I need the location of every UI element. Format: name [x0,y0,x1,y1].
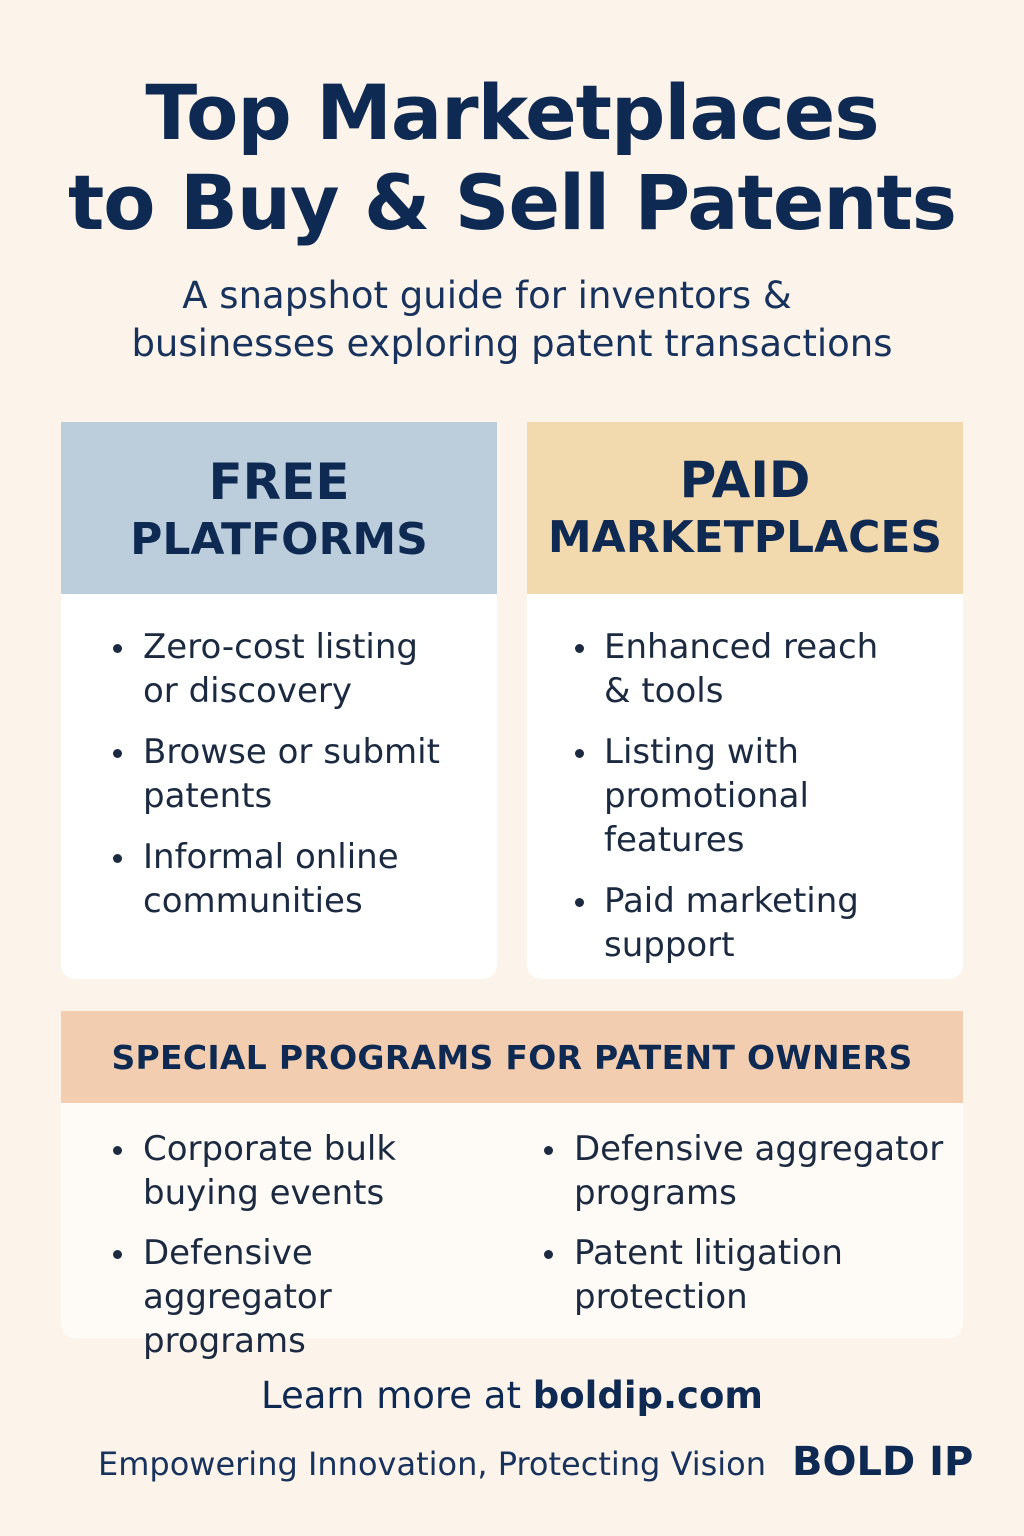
paid-marketplaces-list [527,594,963,967]
subtitle-line-1: A snapshot guide for inventors & [182,274,792,317]
special-programs-left-list [61,1127,512,1363]
list-item: Corporate bulk buying events [61,1127,512,1215]
list-item: Zero-cost listing or discovery [61,625,497,713]
tagline: Empowering Innovation, Protecting Vision [98,1445,767,1483]
website-link[interactable]: boldip.com [532,1374,763,1417]
special-programs-left-column [61,1127,512,1379]
list-item: Enhanced reach & tools [527,625,963,713]
title-line-2: to Buy & Sell Patents [67,158,957,247]
title-line-1: Top Marketplaces [145,68,879,157]
free-platforms-list [61,594,497,923]
paid-marketplaces-card [527,422,963,979]
free-platforms-header [61,422,497,594]
brand-logo-text: BOLD IP [792,1439,974,1485]
subtitle-line-2: businesses exploring patent transactions [131,322,893,365]
special-programs-right-list [512,1127,963,1319]
special-programs-columns [61,1103,963,1379]
special-programs-header: SPECIAL PROGRAMS FOR PATENT OWNERS [61,1011,963,1103]
free-platforms-card [61,422,497,979]
list-item: Listing with promotional features [527,730,963,862]
free-heading-line-1: FREE [208,453,350,511]
list-item: Defensive aggregator programs [61,1231,512,1363]
learn-more-line [0,1372,1024,1420]
page-title [0,68,1024,248]
learn-more-prefix: Learn more at [261,1374,533,1417]
list-item: Informal online communities [61,835,497,923]
paid-marketplaces-header [527,422,963,594]
free-heading-line-2: PLATFORMS [130,514,428,565]
list-item: Defensive aggregator programs [512,1127,963,1215]
special-programs-right-column [512,1127,963,1379]
paid-heading-line-2: MARKETPLACES [547,512,943,563]
list-item: Patent litigation protection [512,1231,963,1319]
list-item: Paid marketing support [527,879,963,967]
paid-heading-line-1: PAID [679,451,811,509]
page-subtitle [0,272,1024,368]
special-programs-card [61,1011,963,1361]
list-item: Browse or submit patents [61,730,497,818]
